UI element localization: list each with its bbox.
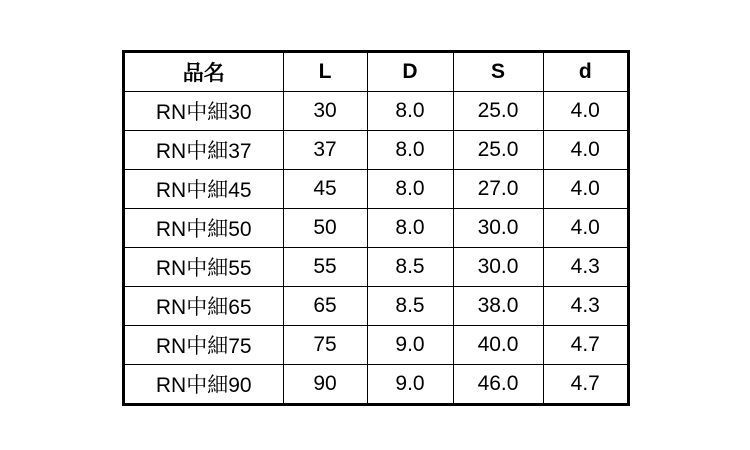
cell-l: 75	[283, 326, 367, 365]
cell-name: RN中細65	[125, 287, 283, 326]
cell-d: 8.0	[367, 209, 453, 248]
column-header-name: 品名	[125, 53, 283, 92]
cell-d-small: 4.0	[543, 131, 627, 170]
cell-d-small: 4.0	[543, 209, 627, 248]
column-header-d: D	[367, 53, 453, 92]
cell-d: 9.0	[367, 326, 453, 365]
cell-s: 46.0	[453, 365, 543, 404]
column-header-l: L	[283, 53, 367, 92]
table-row	[125, 131, 627, 170]
cell-l: 50	[283, 209, 367, 248]
cell-s: 27.0	[453, 170, 543, 209]
table-row	[125, 365, 627, 404]
table-row	[125, 170, 627, 209]
cell-l: 55	[283, 248, 367, 287]
cell-d-small: 4.3	[543, 248, 627, 287]
cell-d-small: 4.0	[543, 170, 627, 209]
cell-d: 8.5	[367, 248, 453, 287]
cell-d-small: 4.3	[543, 287, 627, 326]
cell-name: RN中細45	[125, 170, 283, 209]
cell-s: 30.0	[453, 248, 543, 287]
column-header-d-small: d	[543, 53, 627, 92]
cell-s: 30.0	[453, 209, 543, 248]
cell-s: 38.0	[453, 287, 543, 326]
cell-l: 90	[283, 365, 367, 404]
table-row	[125, 92, 627, 131]
cell-l: 30	[283, 92, 367, 131]
column-header-s: S	[453, 53, 543, 92]
cell-d-small: 4.0	[543, 92, 627, 131]
spec-table	[125, 53, 627, 403]
cell-s: 25.0	[453, 92, 543, 131]
cell-name: RN中細55	[125, 248, 283, 287]
table-header-row	[125, 53, 627, 92]
cell-name: RN中細50	[125, 209, 283, 248]
cell-s: 40.0	[453, 326, 543, 365]
cell-name: RN中細75	[125, 326, 283, 365]
table-row	[125, 287, 627, 326]
cell-l: 65	[283, 287, 367, 326]
cell-l: 45	[283, 170, 367, 209]
cell-d-small: 4.7	[543, 365, 627, 404]
cell-d: 8.0	[367, 92, 453, 131]
cell-d: 8.5	[367, 287, 453, 326]
spec-table-container	[122, 50, 630, 406]
table-row	[125, 248, 627, 287]
cell-name: RN中細37	[125, 131, 283, 170]
cell-s: 25.0	[453, 131, 543, 170]
cell-d-small: 4.7	[543, 326, 627, 365]
cell-d: 9.0	[367, 365, 453, 404]
cell-d: 8.0	[367, 170, 453, 209]
cell-name: RN中細90	[125, 365, 283, 404]
cell-d: 8.0	[367, 131, 453, 170]
cell-l: 37	[283, 131, 367, 170]
table-row	[125, 326, 627, 365]
cell-name: RN中細30	[125, 92, 283, 131]
table-row	[125, 209, 627, 248]
